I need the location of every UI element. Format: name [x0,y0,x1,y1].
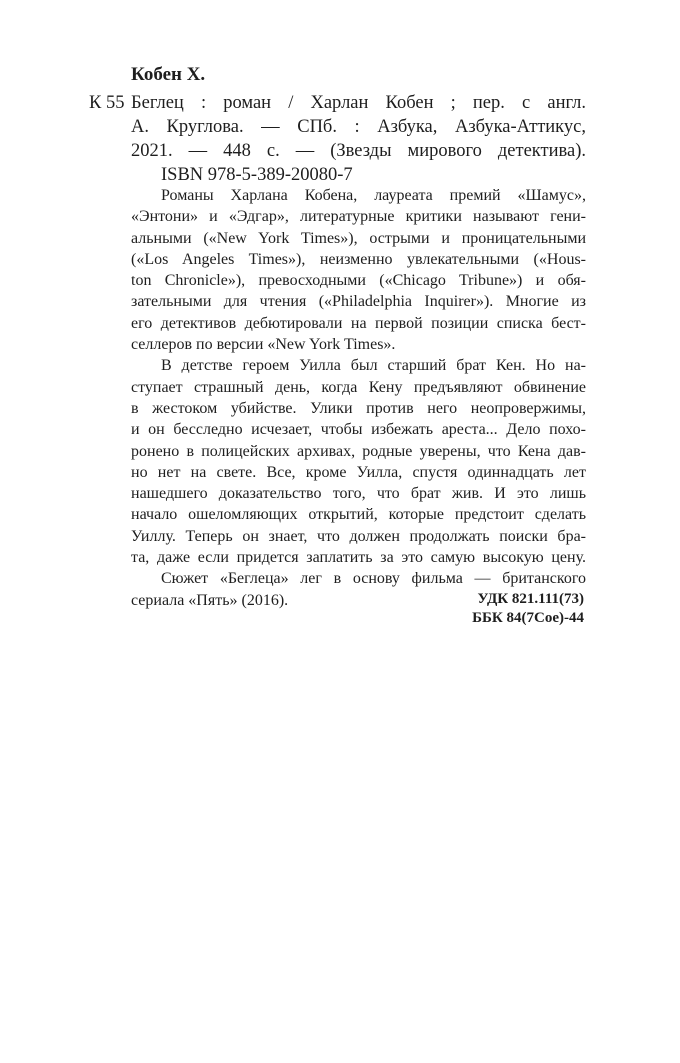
annotation-line: ton Chronicle»), превосходными («Chicago Tribune») и обя- [131,272,586,290]
bib-line: А. Круглова. — СПб. : Азбука, Азбука-Аттикус, [131,117,586,137]
annotation-line: Уиллу. Теперь он знает, что должен продолжать поиски бра- [131,527,586,545]
annotation-line: В детстве героем Уилла был старший брат Кен. Но на- [161,357,586,375]
annotation-line: селлеров по версии «New York Times». [131,336,396,354]
bib-line: Беглец : роман / Харлан Кобен ; пер. с англ. [131,93,586,113]
annotation-line: Романы Харлана Кобена, лауреата премий «Шамус», [161,187,586,204]
annotation-line: его детективов дебютировали на первой позиции списка бест- [131,314,586,332]
annotation-line: в жестоком убийстве. Улики против него неопровержимы, [131,399,586,417]
annotation-line: Сюжет «Беглеца» лег в основу фильма — британского [161,570,586,588]
annotation-line: сериала «Пять» (2016). [131,591,289,609]
annotation-line: ронено в полицейских архивах, родные уверены, что Кена дав- [131,442,586,460]
udc-code: УДК 821.111(73) [477,591,584,607]
shelf-code: К 55 [89,93,125,113]
bibliographic-record [131,91,586,187]
annotation-line: зательными для чтения («Philadelphia Inquirer»). Многие из [131,293,586,311]
annotation-line: нашедшего доказательство того, что брат жив. И это лишь [131,485,586,503]
annotation-line: («Los Angeles Times»), неизменно увлекательными («Hous- [131,250,586,268]
classification-codes [472,590,584,628]
bib-line: 2021. — 448 с. — (Звезды мирового детектива). [131,141,586,161]
annotation-line: та, даже если придется заплатить за это самую высокую цену. [131,549,586,567]
annotation-line: альными («New York Times»), острыми и проницательными [131,229,586,247]
annotation-line: «Энтони» и «Эдгар», литературные критики называют гени- [131,208,586,226]
annotation-line: ступает страшный день, когда Кену предъявляют обвинение [131,378,586,396]
isbn: ISBN 978-5-389-20080-7 [161,165,353,185]
annotation-line: и он бесследно исчезает, чтобы избежать ареста... Дело похо- [131,421,586,439]
annotation-line: начало ошеломляющих открытий, которые предстоит сделать [131,506,586,524]
annotation [131,185,586,611]
annotation-line: но нет на свете. Все, кроме Уилла, спустя одиннадцать лет [131,463,586,481]
author-heading: Кобен Х. [131,64,206,85]
bbk-code: ББК 84(7Сое)-44 [472,610,584,626]
